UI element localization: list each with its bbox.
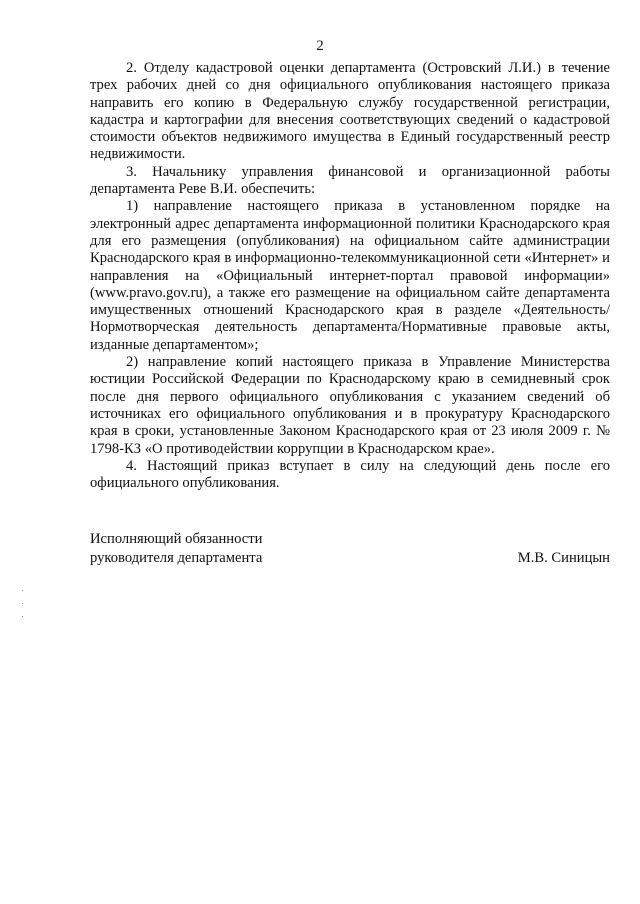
- signatory-position-line1: Исполняющий обязанности: [90, 531, 263, 547]
- signatory-position-line2: руководителя департамента: [90, 550, 263, 566]
- paragraph-3-item-1: 1) направление настоящего приказа в установленном порядке на электронный адрес департамента информационной политики Краснодарского края для его размещения (опубликования) на официальном сайте администрации Краснодарского края в информационно-телекоммуникационной сети «Интернет» и направления на «Официальный интернет-портал правовой информации» (www.pravo.gov.ru), а также его размещение на официальном сайте департамента имущественных отношений Краснодарского края в разделе «Деятельность/Нормотворческая деятельность департамента/Нормативные правовые акты, изданные департаментом»;: [90, 198, 610, 353]
- document-body: [90, 60, 610, 492]
- signature-block: [90, 530, 610, 568]
- paragraph-2: 2. Отделу кадастровой оценки департамента (Островский Л.И.) в течение трех рабочих дней со дня официального опубликования настоящего приказа направить его копию в Федеральную службу государственной регистрации, кадастра и картографии для внесения соответствующих сведений о кадастровой стоимости объектов недвижимого имущества в Единый государственный реестр недвижимости.: [90, 60, 610, 163]
- paragraph-4: 4. Настоящий приказ вступает в силу на следующий день после его официального опубликования.: [90, 457, 610, 492]
- paragraph-3: 3. Начальнику управления финансовой и организационной работы департамента Реве В.И. обеспечить:: [90, 163, 610, 198]
- page-number: 2: [316, 38, 324, 54]
- signatory-name: М.В. Синицын: [517, 550, 610, 566]
- scan-margin-marks: [22, 590, 26, 630]
- paragraph-3-item-2: 2) направление копий настоящего приказа в Управление Министерства юстиции Российской Федерации по Краснодарскому краю в семидневный срок после дня первого официального опубликования с указанием сведений об источниках его официального опубликования и в прокуратуру Краснодарского края в сроки, установленные Законом Краснодарского края от 23 июля 2009 г. № 1798-КЗ «О противодействии коррупции в Краснодарском крае».: [90, 354, 610, 457]
